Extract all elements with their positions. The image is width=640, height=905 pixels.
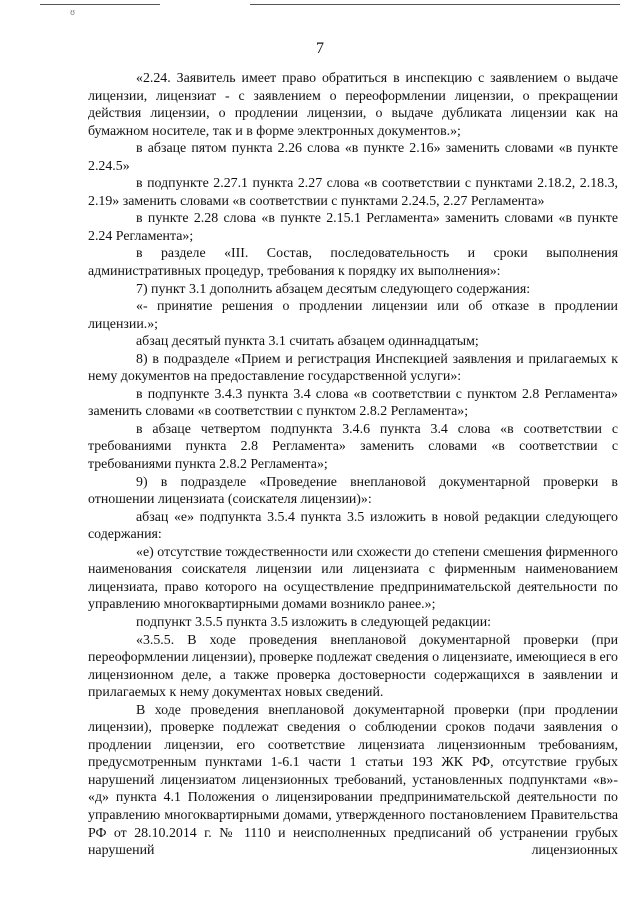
- paragraph-renewal-check: В ходе проведения внеплановой документарной проверки (при продлении лицензии), проверке подлежат сведения о соблюдении сроков подачи заявления о продлении лицензии, его соответствие лицензиата лицензионным требованиям, предусмотренным пунктами 1-6.1 части 1 статьи 193 ЖК РФ, отсутствие грубых нарушений лицензиатом лицензионных требований, установленных подпунктами «в»- «д» пункта 4.1 Положения о лицензировании предпринимательской деятельности по управлению многоквартирными домами, утвержденного постановлением Правительства РФ от 28.10.2014 г. № 1110 и неисполненных предписаний об устранении грубых нарушений лицензионных: [88, 702, 618, 859]
- paragraph-quote-decision: «- принятие решения о продлении лицензии или об отказе в продлении лицензии.»;: [88, 299, 618, 332]
- page-number: 7: [316, 40, 324, 57]
- paragraph-section-3: в разделе «III. Состав, последовательность и сроки выполнения административных процедур, требования к порядку их выполнения»:: [88, 246, 618, 280]
- paragraph-item-7: 7) пункт 3.1 дополнить абзацем десятым следующего содержания:: [136, 281, 531, 297]
- paragraph-quote-3-5-5: «3.5.5. В ходе проведения внеплановой документарной проверки (при переоформлении лицензии), проверке подлежат сведения о лицензиате, имеющиеся в его лицензионном деле, а также проверка достоверности содержащихся в заявлении и прилагаемых к нему документах новых сведений.: [88, 632, 618, 701]
- paragraph-quote-e: «е) отсутствие тождественности или схожести до степени смешения фирменного наименования соискателя лицензии или лицензиата с фирменным наименованием лицензиата, право которого на осуществление предпринимательской деятельности по управлению многоквартирными домами возникло ранее.»;: [88, 544, 618, 613]
- scan-artifact-mark: ʊ: [70, 8, 75, 17]
- paragraph-item-8: 8) в подразделе «Прием и регистрация Инспекцией заявления и прилагаемых к нему документов на предоставление государственной услуги»:: [88, 351, 618, 385]
- paragraph-3-5-4-amendment: абзац «е» подпункта 3.5.4 пункта 3.5 изложить в новой редакции следующего содержания:: [88, 509, 618, 543]
- document-body: [88, 70, 618, 860]
- paragraph-2-28-amendment: в пункте 2.28 слова «в пункте 2.15.1 Регламента» заменить словами «в пункте 2.24 Регламента»;: [88, 211, 618, 244]
- scan-edge-line-right: [250, 4, 620, 5]
- paragraph-3-5-5-intro: подпункт 3.5.5 пункта 3.5 изложить в следующей редакции:: [136, 614, 492, 630]
- paragraph-2-26-amendment: в абзаце пятом пункта 2.26 слова «в пункте 2.16» заменить словами «в пункте 2.24.5»: [88, 141, 618, 174]
- paragraph-item-9: 9) в подразделе «Проведение внеплановой документарной проверки в отношении лицензиата (соискателя лицензии)»:: [88, 474, 618, 508]
- paragraph-3-4-3-amendment: в подпункте 3.4.3 пункта 3.4 слова «в соответствии с пунктом 2.8 Регламента» заменить словами «в соответствии с пунктом 2.8.2 Регламента»;: [88, 386, 618, 420]
- paragraph-renumber: абзац десятый пункта 3.1 считать абзацем одиннадцатым;: [136, 334, 479, 350]
- paragraph-2-27-amendment: в подпункте 2.27.1 пункта 2.27 слова «в соответствии с пунктами 2.18.2, 2.18.3, 2.19» заменить словами «в соответствии с пунктами 2.24.5, 2.27 Регламента»: [88, 176, 618, 209]
- paragraph-2-24: «2.24. Заявитель имеет право обратиться в инспекцию с заявлением о выдаче лицензии, лицензиат - с заявлением о переоформлении лицензии, о прекращении действия лицензии, о продлении лицензии, о выдаче дубликата лицензии как на бумажном носителе, так и в форме электронных документов.»;: [88, 71, 618, 139]
- scan-edge-line-left: [40, 4, 160, 5]
- paragraph-3-4-6-amendment: в абзаце четвертом подпункта 3.4.6 пункта 3.4 слова «в соответствии с требованиями пункта 2.8 Регламента» заменить словами «в соответствии с требованиями пункта 2.8.2 Регламента»;: [88, 421, 618, 473]
